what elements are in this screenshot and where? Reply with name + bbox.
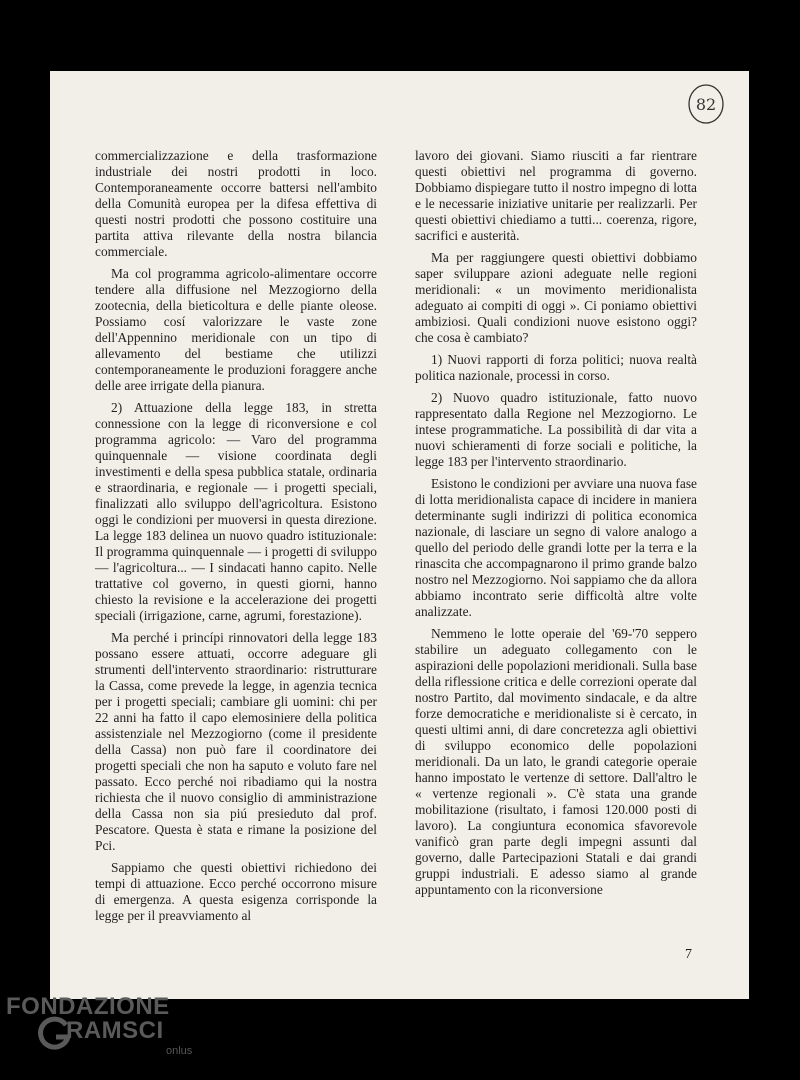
left-column [95,148,377,930]
left-paragraph: commercializzazione e della trasformazione industriale dei nostri prodotti in loco. Contemporaneamente occorre battersi nell'ambito della Comunità europea per la difesa effettiva di questi nostri prodotti che possono costituire una partita attiva rilevante della nostra bilancia commerciale. [95,148,377,259]
right-paragraph: Esistono le condizioni per avviare una nuova fase di lotta meridionalista capace di incidere in maniera determinante sugli indirizzi di politica economica nazionale, di lasciare un segno di valore analogo a quello del periodo delle grandi lotte per la terra e la rinascita che accompagnarono il primo grande balzo nostro nel Mezzogiorno. Noi sappiamo che da allora abbiamo incontrato serie difficoltà altre volte analizzate. [415,476,697,619]
page-stamp [686,83,726,125]
left-paragraph: Ma col programma agricolo-alimentare occorre tendere alla diffusione nel Mezzogiorno della zootecnia, della bieticoltura e delle piante oleose. Possiamo cosí valorizzare le vaste zone dell'Appennino meridionale con un tipo di allevamento del bestiame che utilizzi contemporaneamente le produzioni foraggere anche delle aree irrigate della pianura. [95,266,377,393]
right-paragraph: Ma per raggiungere questi obiettivi dobbiamo saper sviluppare azioni adeguate nelle regioni meridionali: « un movimento meridionalista adeguato ai compiti di oggi ». Ci poniamo obiettivi ambiziosi. Quali condizioni nuove esistono oggi? che cosa è cambiato? [415,250,697,345]
left-paragraph: Sappiamo che questi obiettivi richiedono dei tempi di attuazione. Ecco perché occorrono misure di emergenza. A questa esigenza corrisponde la legge per il preavviamento al [95,860,377,923]
right-paragraph: 2) Nuovo quadro istituzionale, fatto nuovo rappresentato dalla Regione nel Mezzogiorno. Le intese programmatiche. La possibilità di dar vita a nuovi schieramenti di forze sociali e politiche, la legge 183 per l'intervento straordinario. [415,390,697,469]
watermark-suffix: onlus [166,1045,193,1057]
watermark-line2: RAMSCI [66,1017,164,1044]
left-paragraph: Ma perché i princípi rinnovatori della legge 183 possano essere attuati, occorre adeguare gli strumenti dell'intervento straordinario: ristrutturare la Cassa, come prevede la legge, in agenzia tecnica per i progetti speciali; cambiare gli uomini: chi per 22 anni ha fatto il capo elemosiniere della politica assistenziale nel Mezzogiorno (come il presidente della Cassa) non può fare il coordinatore dei progetti speciali che non ha saputo e voluto fare nel passato. Ecco perché noi ribadiamo qui la nostra richiesta che il nuovo consiglio di amministrazione della Cassa non sia piú presieduto dal prof. Pescatore. Questa è stata e rimane la posizione del Pci. [95,630,377,853]
stamp-number: 82 [695,95,717,114]
right-paragraph: lavoro dei giovani. Siamo riusciti a far rientrare questi obiettivi nel programma di governo. Dobbiamo dispiegare tutto il nostro impegno di lotta e le necessarie iniziative unitarie per realizzarli. Per questi obiettivi chiediamo a tutti... coerenza, rigore, sacrifici e austerità. [415,148,697,243]
left-paragraph: 2) Attuazione della legge 183, in stretta connessione con la legge di riconversione e col programma agricolo: — Varo del programma quinquennale — visione coordinata degli investimenti e della spesa pubblica statale, ordinaria e straordinaria, e regionale — i progetti speciali, finalizzati allo sviluppo dell'agricoltura. Esistono oggi le condizioni per muoversi in questa direzione. La legge 183 delinea un nuovo quadro istituzionale: Il programma quinquennale — i progetti di sviluppo — l'agricoltura... — I sindacati hanno capito. Nelle trattative col governo, in questi giorni, hanno chiesto la revisione e la accelerazione dei progetti speciali (irrigazione, carne, agrumi, forestazione). [95,400,377,623]
page-number: 7 [685,947,692,962]
right-column [415,148,697,904]
right-paragraph: Nemmeno le lotte operaie del '69-'70 seppero stabilire un adeguato collegamento con le aspirazioni delle popolazioni meridionali. Sulla base della riflessione critica e delle correzioni operate dal nostro Partito, dal movimento sindacale, e da altre forze democratiche e meridionaliste si è cercato, in questi ultimi anni, di dare concretezza agli obiettivi di sviluppo economico delle popolazioni meridionali. Da un lato, le grandi categorie operaie hanno impostato le vertenze di settore. Dall'altro le « vertenze regionali ». C'è stata una grande mobilitazione (risultato, i famosi 120.000 posti di lavoro). La congiuntura economica sfavorevole vanificò gran parte degli impegni assunti dal governo, dalle Partecipazioni Statali e dai grandi gruppi industriali. E adesso siamo al grande appuntamento con la riconversione [415,626,697,897]
right-paragraph: 1) Nuovi rapporti di forza politici; nuova realtà politica nazionale, processi in corso. [415,352,697,383]
watermark-line1: FONDAZIONE [6,993,170,1020]
watermark-logo [6,993,206,1073]
document-page [50,71,749,999]
